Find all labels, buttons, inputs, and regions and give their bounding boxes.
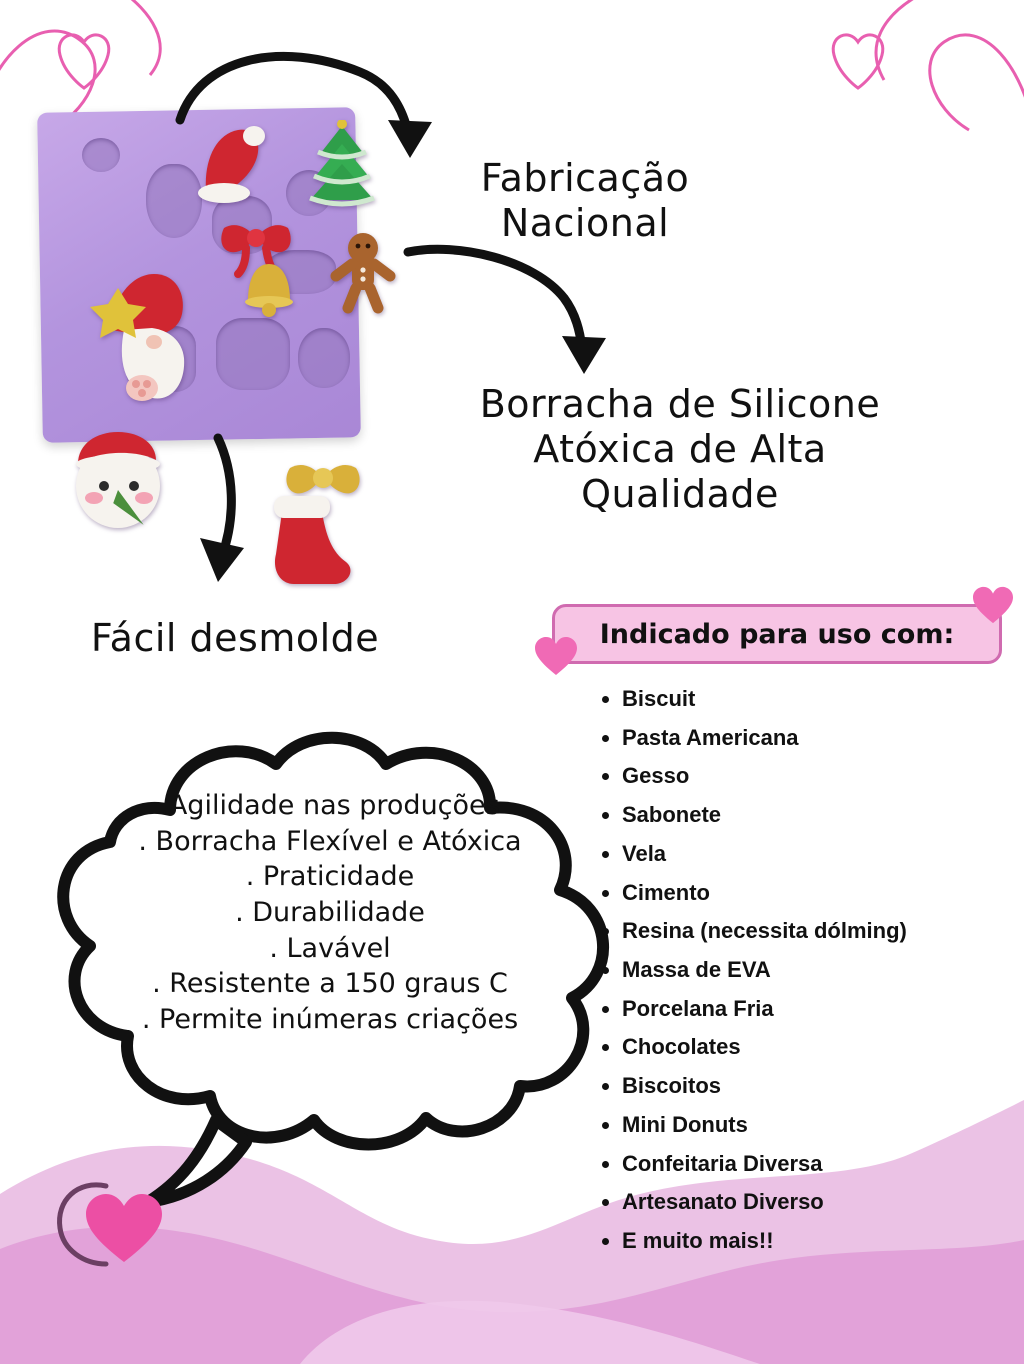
headline-borracha-line2: Atóxica de Alta	[533, 426, 827, 471]
headline-fabricacao-line1: Fabricação	[480, 156, 690, 200]
piece-snowman	[60, 428, 178, 542]
list-item: • Sabonete	[622, 796, 1024, 835]
list-item: • Biscuit	[622, 680, 1024, 719]
headline-borracha-line3: Qualidade	[581, 471, 779, 516]
benefit-item: . Permite inúmeras criações	[141, 1003, 519, 1035]
arrow-to-borracha	[398, 236, 628, 386]
list-item: • Mini Donuts	[622, 1106, 1024, 1145]
mold-cavity	[298, 328, 350, 388]
mold-cavity	[82, 138, 120, 172]
indicated-for-box	[552, 604, 1002, 664]
piece-gingerbread-man	[330, 230, 396, 314]
headline-borracha-line1: Borracha de Silicone	[479, 382, 881, 426]
list-item: • Pasta Americana	[622, 719, 1024, 758]
list-item: • Artesanato Diverso	[622, 1183, 1024, 1222]
headline-fabricacao	[420, 156, 750, 246]
brand-logo-heart-icon	[48, 1172, 178, 1272]
list-item: • Vela	[622, 835, 1024, 874]
headline-borracha	[430, 382, 930, 516]
product-image	[36, 104, 366, 454]
benefits-list	[80, 788, 580, 1037]
list-item: • Gesso	[622, 757, 1024, 796]
list-item: • Porcelana Fria	[622, 990, 1024, 1029]
mold-cavity	[216, 318, 290, 390]
heart-icon-left	[533, 635, 579, 677]
list-item: • Massa de EVA	[622, 951, 1024, 990]
benefit-item: . Resistente a 150 graus C	[152, 968, 508, 1000]
list-item: • Biscoitos	[622, 1067, 1024, 1106]
benefit-item: . Lavável	[269, 932, 391, 964]
benefit-item: .Agilidade nas produções	[160, 790, 500, 821]
corner-hearts-right-decoration	[824, 0, 1024, 160]
piece-gnome	[90, 264, 202, 420]
benefit-item: . Praticidade	[245, 861, 415, 893]
heart-icon-right	[971, 585, 1015, 625]
benefits-cloud-callout	[20, 690, 640, 1210]
benefit-item: . Durabilidade	[235, 896, 425, 928]
list-item: • Chocolates	[622, 1028, 1024, 1067]
piece-christmas-sock	[252, 492, 362, 590]
list-item: • Cimento	[622, 874, 1024, 913]
piece-christmas-tree	[304, 120, 380, 210]
list-item: • Resina (necessita dólming)	[622, 912, 1024, 951]
list-item: • Confeitaria Diversa	[622, 1145, 1024, 1184]
headline-facil-desmolde: Fácil desmolde	[90, 616, 380, 660]
indicated-for-title: Indicado para uso com:	[599, 618, 955, 650]
piece-gold-bell	[238, 260, 300, 320]
indicated-uses-list	[600, 680, 1024, 1261]
benefit-item: . Borracha Flexível e Atóxica	[138, 825, 522, 857]
piece-santa-hat	[186, 120, 276, 210]
list-item: • E muito mais!!	[622, 1222, 1024, 1261]
headline-fabricacao-line2: Nacional	[500, 200, 670, 245]
